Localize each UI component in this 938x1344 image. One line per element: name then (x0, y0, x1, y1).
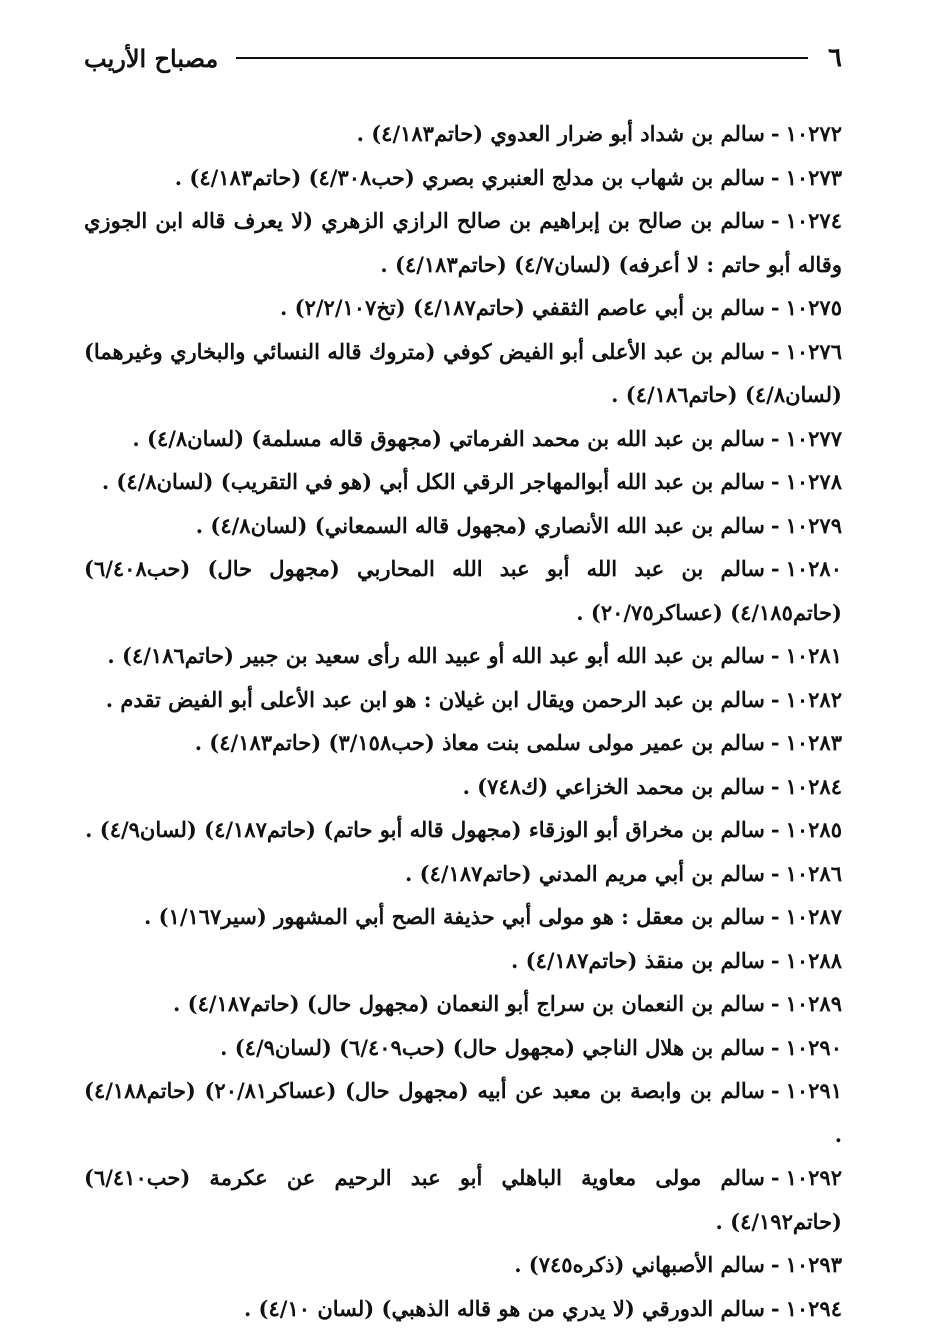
list-item (84, 417, 842, 461)
entry-text: سالم بن النعمان بن سراج أبو النعمان (مجهول حال) (حاتم٤/١٨٧) . (173, 991, 765, 1016)
entry-text: سالم بن شهاب بن مدلج العنبري بصري (حب٤/٣٠٨) (حاتم٤/١٨٣) . (174, 164, 765, 190)
entry-dash: - (770, 1295, 780, 1321)
list-item (84, 895, 842, 939)
list-item (84, 721, 842, 765)
entry-text: سالم الدورقي (لا يدري من هو قاله الذهبي) (لسان ٤/١٠) . (243, 1295, 765, 1321)
entry-text: سالم بن عبد الأعلى أبو الفيض كوفي (متروك قاله النسائي والبخاري وغيرهما) (لسان٤/٨) (حاتم٤/١٨٦) . (84, 338, 842, 407)
list-item (84, 939, 842, 983)
entry-text: سالم بن صالح بن إبراهيم بن صالح الرازي الزهري (لا يعرف قاله ابن الجوزي وقاله أبو حاتم : لا أعرفه) (لسان٤/٧) (حاتم٤/١٨٣) . (84, 208, 842, 277)
entry-text: سالم بن معقل : هو مولى أبي حذيفة الصح أبي المشهور (سير١/١٦٧) . (143, 904, 765, 929)
entry-list (84, 112, 842, 1330)
entry-dash: - (770, 904, 780, 929)
entry-text: سالم بن عبد الله الأنصاري (مجهول قاله السمعاني) (لسان٤/٨) . (195, 512, 765, 538)
entry-dash: - (770, 338, 780, 364)
list-item (84, 678, 842, 722)
entry-dash: - (770, 425, 780, 451)
list-item (84, 156, 842, 200)
entry-text: سالم بن عمير مولى سلمى بنت معاذ (حب٣/١٥٨) (حاتم٤/١٨٣) . (194, 730, 765, 755)
entry-text: سالم الأصبهاني (ذكره٧٤٥) . (514, 1252, 765, 1277)
list-item (84, 286, 842, 330)
entry-text: سالم بن عبد الله أبو عبد الله المحاربي (مجهول حال) (حب٦/٤٠٨) (حاتم٤/١٨٥) (عساكر٢٠/٧٥) . (84, 556, 842, 625)
entry-number: ١٠٢٨٤ (785, 773, 842, 799)
entry-number: ١٠٢٩٢ (785, 1165, 842, 1190)
entry-number: ١٠٢٧٣ (785, 164, 842, 190)
entry-dash: - (770, 1034, 780, 1060)
list-item (84, 199, 842, 286)
entry-text: سالم بن عبد الله بن محمد الفرماتي (مجهوق قاله مسلمة) (لسان٤/٨) . (132, 425, 765, 451)
entry-text: سالم بن أبي مريم المدني (حاتم٤/١٨٧) . (405, 860, 765, 886)
entry-text: سالم بن عبد الله أبوالمهاجر الرقي الكل أبي (هو في التقريب) (لسان٤/٨) . (101, 469, 765, 494)
entry-number: ١٠٢٧٤ (785, 208, 842, 233)
list-item (84, 982, 842, 1026)
entry-text: سالم بن شداد أبو ضرار العدوي (حاتم٤/١٨٣) . (356, 121, 765, 146)
entry-text: سالم بن مخراق أبو الوزقاء (مجهول قاله أبو حاتم) (حاتم٤/١٨٧) (لسان٤/٩) . (85, 817, 765, 842)
list-item (84, 852, 842, 896)
entry-dash: - (770, 947, 780, 973)
entry-dash: - (770, 817, 780, 842)
entry-dash: - (770, 1252, 780, 1277)
entry-number: ١٠٢٨٥ (785, 817, 842, 842)
entry-dash: - (770, 512, 780, 538)
entry-number: ١٠٢٨٧ (785, 904, 842, 929)
entry-text: سالم بن عبد الرحمن ويقال ابن غيلان : هو ابن عبد الأعلى أبو الفيض تقدم . (105, 686, 765, 712)
entry-dash: - (770, 1078, 780, 1103)
list-item (84, 547, 842, 634)
list-item (84, 634, 842, 678)
entry-text: سالم بن هلال الناجي (مجهول حال) (حب٦/٤٠٩) (لسان٤/٩) . (220, 1034, 765, 1060)
entry-number: ١٠٢٨٠ (785, 556, 842, 581)
list-item (84, 460, 842, 504)
entry-number: ١٠٢٨٨ (785, 947, 842, 973)
list-item (84, 1156, 842, 1243)
entry-text: سالم بن عبد الله أبو عبد الله أو عبيد الله رأى سعيد بن جبير (حاتم٤/١٨٦) . (107, 643, 765, 668)
header-rule (236, 57, 808, 59)
entry-number: ١٠٢٩٠ (785, 1034, 842, 1060)
list-item (84, 765, 842, 809)
entry-text: سالم بن وابصة بن معبد عن أبيه (مجهول حال) (عساكر٢٠/٨١) (حاتم٤/١٨٨) . (84, 1078, 842, 1147)
entry-number: ١٠٢٨٣ (785, 730, 842, 755)
list-item (84, 1069, 842, 1156)
entry-number: ١٠٢٧٧ (785, 425, 842, 451)
entry-dash: - (770, 991, 780, 1016)
entry-number: ١٠٢٧٨ (785, 469, 842, 494)
entry-dash: - (770, 469, 780, 494)
entry-dash: - (770, 686, 780, 712)
entry-number: ١٠٢٧٢ (785, 121, 842, 146)
page-number: ٦ (828, 43, 842, 73)
entry-text: سالم بن أبي عاصم الثقفي (حاتم٤/١٨٧) (تخ٢/٢/١٠٧) . (280, 295, 765, 320)
list-item (84, 1243, 842, 1287)
entry-number: ١٠٢٧٦ (785, 338, 842, 364)
entry-dash: - (770, 1165, 780, 1190)
list-item (84, 112, 842, 156)
entry-text: سالم بن منقذ (حاتم٤/١٨٧) . (511, 947, 765, 973)
page-header (84, 38, 842, 78)
entry-dash: - (770, 643, 780, 668)
entry-number: ١٠٢٨١ (785, 643, 842, 668)
entry-dash: - (770, 208, 780, 233)
entry-dash: - (770, 295, 780, 320)
entry-dash: - (770, 121, 780, 146)
list-item (84, 504, 842, 548)
entry-number: ١٠٢٨٦ (785, 860, 842, 886)
running-title: مصباح الأريب (84, 43, 219, 73)
entry-dash: - (770, 730, 780, 755)
entry-number: ١٠٢٩١ (785, 1078, 842, 1103)
entry-number: ١٠٢٨٢ (785, 686, 842, 712)
entry-text: سالم مولى معاوية الباهلي أبو عبد الرحيم عن عكرمة (حب٦/٤١٠) (حاتم٤/١٩٢) . (84, 1165, 842, 1234)
list-item (84, 1287, 842, 1331)
list-item (84, 330, 842, 417)
entry-dash: - (770, 860, 780, 886)
entry-dash: - (770, 773, 780, 799)
entry-number: ١٠٢٩٣ (785, 1252, 842, 1277)
entry-dash: - (770, 164, 780, 190)
entry-number: ١٠٢٧٥ (785, 295, 842, 320)
entry-number: ١٠٢٨٩ (785, 991, 842, 1016)
entry-dash: - (770, 556, 780, 581)
list-item (84, 1026, 842, 1070)
entry-number: ١٠٢٧٩ (785, 512, 842, 538)
list-item (84, 808, 842, 852)
entry-text: سالم بن محمد الخزاعي (ك٧٤٨) . (462, 773, 765, 799)
entry-number: ١٠٢٩٤ (785, 1295, 842, 1321)
